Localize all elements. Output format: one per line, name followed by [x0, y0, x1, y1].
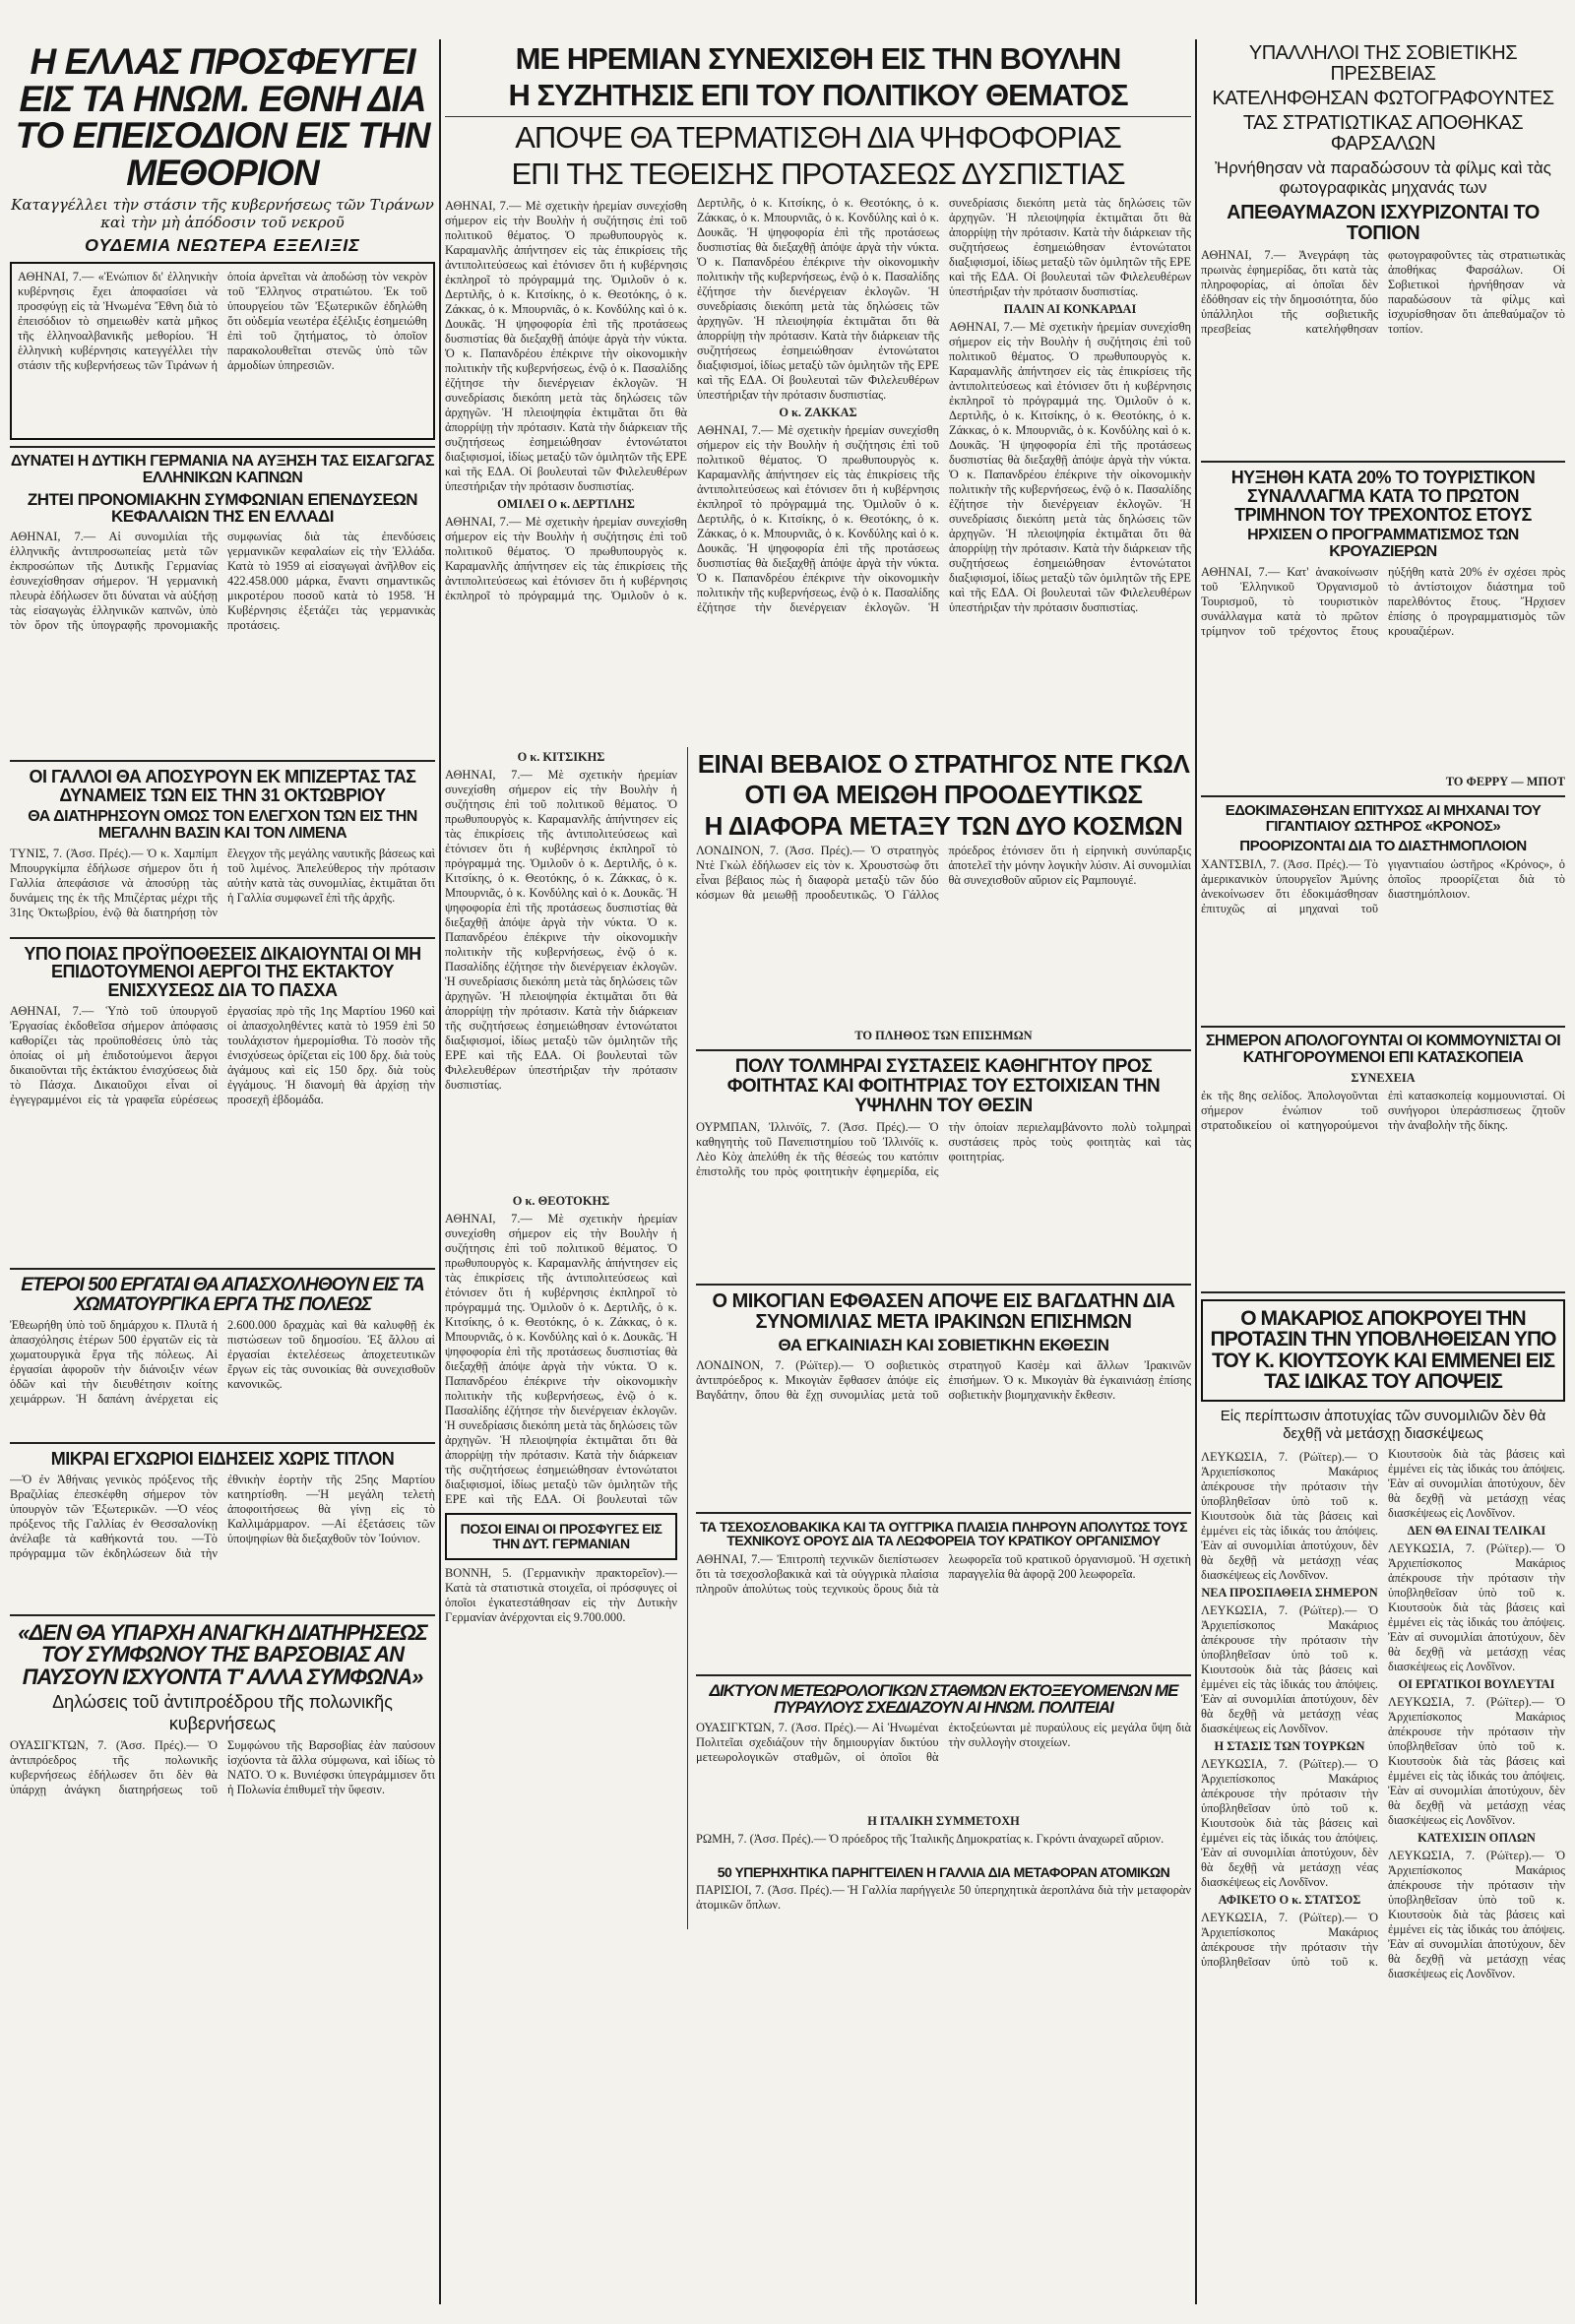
body-germany-tobacco: ΑΘΗΝΑΙ, 7.— Αἱ συνομιλίαι τῆς ἑλληνικῆς ἀντιπροσωπείας μετὰ τῶν ἐκπροσώπων τῆς Δυτικῆς Γερμανίας ἐσυνεχίσθησαν σήμερον. Ἡ γερμανικὴ πλευρὰ ἐδήλωσεν ὅτι δύναται νὰ αὐξήσῃ τὰς εἰσαγωγὰς ἑλληνικῶν καπνῶν, ὑπὸ τὸν ὅρον τῆς ὑπογραφῆς προνομιακῆς συμφωνίας διὰ τὰς ἐπενδύσεις γερμανικῶν κεφαλαίων εἰς τὴν Ἑλλάδα. Κατὰ τὸ 1959 αἱ εἰσαγωγαὶ ἀνῆλθον εἰς 422.458.000 μάρκα, ἔναντι σημαντικῶς μικροτέρου ποσοῦ κατὰ τὸ 1958. Ἡ Κυβέρνησις ἐξετάζει τὰς γερμανικὰς προτάσεις.: [10, 530, 435, 633]
body-makarios-columns: [1201, 1447, 1565, 2308]
body-bizerte: ΤΥΝΙΣ, 7. (Ἀσσ. Πρές).— Ὁ κ. Χαμπίμπ Μπουργκίμπα ἐδήλωσε σήμερον ὅτι ἡ Γαλλία ἀπεφάσισε νὰ ἀποσύρῃ τὰς δυνάμεις της ἐκ τῆς Μπιζέρτας μέχρι τῆς 31ης Ὀκτωβρίου, ἐνῷ θὰ διατηρήσῃ τὸν ἔλεγχον τῆς μεγάλης ναυτικῆς βάσεως καὶ τοῦ λιμένος. Ἀπελεύθερος τὴν πρότασιν αὐτὴν κατὰ τὰς συνομιλίας, ἐκτιμᾶται ὅτι ἡ Γαλλία συμφωνεῖ ἐπὶ τῆς ἀρχῆς.: [10, 846, 435, 919]
body-kronos: ΧΑΝΤΣΒΙΛ, 7. (Ἀσσ. Πρές).— Τὸ ἀμερικανικὸν ὑπουργεῖον Ἀμύνης ἀνεκοίνωσεν ὅτι ἐδοκιμάσθησαν ἐπιτυχῶς αἱ μηχαναὶ τοῦ γιγαντιαίου ὠστῆρος «Κρόνος», ὁ ὁποῖος προορίζεται διὰ τὸ διαστημόπλοιον.: [1201, 857, 1565, 916]
headline-communists: ΣΗΜΕΡΟΝ ΑΠΟΛΟΓΟΥΝΤΑΙ ΟΙ ΚΟΜΜΟΥΝΙΣΤΑΙ ΟΙ ΚΑΤΗΓΟΡΟΥΜΕΝΟΙ ΕΠΙ ΚΑΤΑΣΚΟΠΕΙΑ: [1205, 1033, 1561, 1067]
body-atomic: ΠΑΡΙΣΙΟΙ, 7. (Ἀσσ. Πρές).— Ἡ Γαλλία παρήγγειλε 50 ὑπερηχητικὰ ἀεροπλάνα διὰ τὴν μεταφορὰν ἀτομικῶν ὅπλων.: [696, 1883, 1191, 1913]
body-makarios: ΛΕΥΚΩΣΙΑ, 7. (Ρώϊτερ).— Ὁ Ἀρχιεπίσκοπος Μακάριος ἀπέκρουσε τὴν πρότασιν τὴν ὑποβληθεῖσαν ὑπὸ τοῦ κ. Κιουτσοὺκ διὰ τὰς βάσεις καὶ ἐμμένει εἰς τὰς ἰδικάς του ἀπόψεις. Ἐὰν αἱ συνομιλίαι ἀποτύχουν, δὲν θὰ δεχθῇ νὰ μετάσχῃ νέας διασκέψεως εἰς Λονδῖνον.: [1388, 1848, 1565, 1980]
subhead-soviet: Ἠρνήθησαν νὰ παραδώσουν τὰ φίλμς καὶ τὰς φωτογραφικὰς μηχανάς των: [1215, 158, 1551, 198]
body-makarios: ΛΕΥΚΩΣΙΑ, 7. (Ρώϊτερ).— Ὁ Ἀρχιεπίσκοπος Μακάριος ἀπέκρουσε τὴν πρότασιν τὴν ὑποβληθεῖσαν ὑπὸ τοῦ κ. Κιουτσοὺκ διὰ τὰς βάσεις καὶ ἐμμένει εἰς τὰς ἰδικάς του ἀπόψεις. Ἐὰν αἱ συνομιλίαι ἀποτύχουν, δὲν θὰ δεχθῇ νὰ μετάσχῃ νέας διασκέψεως εἰς Λονδῖνον.: [1388, 1694, 1565, 1827]
article-kronos: [1201, 803, 1565, 1020]
body-parliament-columns: [445, 196, 1191, 747]
article-makarios: [1201, 1299, 1565, 2308]
article-parliament: [445, 43, 1191, 747]
article-unemployed: [10, 945, 435, 1263]
body-frame: [10, 262, 435, 440]
body-degaulle: ΛΟΝΔΙΝΟΝ, 7. (Ἀσσ. Πρές).— Ὁ στρατηγὸς Ντὲ Γκὼλ ἐδήλωσεν εἰς τὸν κ. Χρουστσὼφ ὅτι εἶναι βέβαιος πὼς ἡ διαφορὰ μεταξὺ τῶν δύο κόσμων θὰ μειωθῇ προοδευτικῶς. Ὁ Γάλλος πρόεδρος ἐτόνισεν ὅτι ἡ εἰρηνικὴ συνύπαρξις ἀποτελεῖ τὴν μόνην λογικὴν λύσιν. Αἱ συνομιλίαι θὰ συνεχισθοῦν αὔριον εἰς Ραμπουγιέ.: [696, 844, 1191, 903]
headline-briefs: ΜΙΚΡΑΙ ΕΓΧΩΡΙΟΙ ΕΙΔΗΣΕΙΣ ΧΩΡΙΣ ΤΙΤΛΟΝ: [50, 1449, 395, 1470]
article-briefs: [10, 1450, 435, 1608]
divider: [1201, 461, 1565, 463]
body-parliament: ΑΘΗΝΑΙ, 7.— Μὲ σχετικὴν ἠρεμίαν συνεχίσθη σήμερον εἰς τὴν Βουλὴν ἡ συζήτησις ἐπὶ τοῦ πολιτικοῦ θέματος. Ὁ πρωθυπουργὸς κ. Καραμανλῆς ἀπήντησεν εἰς τὰς ἐπικρίσεις τῆς ἀντιπολιτεύσεως καὶ ἐτόνισεν ὅτι ἡ κυβέρνησις ἐκπληροῖ τὸ πρόγραμμά της. Ὁμιλοῦν ὁ κ. Δερτιλῆς, ὁ κ. Κιτσίκης, ὁ κ. Θεοτόκης, ὁ κ. Ζάκκας, ὁ κ. Μπουρνιᾶς, ὁ κ. Κονδύλης καὶ ὁ κ. Δουκᾶς. Ἡ ψηφοφορία ἐπὶ τῆς προτάσεως δυσπιστίας θὰ διεξαχθῇ ἀπόψε ἀργὰ τὴν νύκτα. Ὁ κ. Παπανδρέου ἐπέκρινε τὴν οἰκονομικὴν πολιτικὴν τῆς κυβερνήσεως, ἐνῷ ὁ κ. Πασαλίδης ἐζήτησε τὴν διενέργειαν ἐκλογῶν. Ἡ συνεδρίασις διεκόπη μετὰ τὰς δηλώσεις τῶν ἀρχηγῶν. Ἡ πλειοψηφία ἐκτιμᾶται ὅτι θὰ ἀπορρίψῃ τὴν πρότασιν. Κατὰ τὴν διάρκειαν τῆς συζητήσεως ἐσημειώθησαν ἐντονώτατοι διαξιφισμοί, ἰδίως μεταξὺ τῶν ὁμιλητῶν τῆς ΕΡΕ καὶ τῆς ΕΔΑ. Οἱ βουλευταὶ τῶν Φιλελευθέρων ὑπεστήριξαν τὴν πρότασιν δυσπιστίας.: [697, 196, 1191, 615]
left-column: [10, 39, 435, 2308]
divider: [696, 1049, 1191, 1051]
article-chassis: [696, 1520, 1191, 1668]
article-professor: [696, 1057, 1191, 1278]
section-heading: ΝΕΑ ΠΡΟΣΠΑΘΕΙΑ ΣΗΜΕΡΟΝ: [1201, 1585, 1378, 1600]
makarios-frame: [1201, 1299, 1565, 1402]
headline-parliament-3: ΑΠΟΨΕ ΘΑ ΤΕΡΜΑΤΙΣΘΗ ΔΙΑ ΨΗΦΟΦΟΡΙΑΣ: [515, 120, 1121, 156]
headline-warsaw: «ΔΕΝ ΘΑ ΥΠΑΡΧΗ ΑΝΑΓΚΗ ΔΙΑΤΗΡΗΣΕΩΣ ΤΟΥ ΣΥΜΦΩΝΟΥ ΤΗΣ ΒΑΡΣΟΒΙΑΣ ΑΝ ΠΑΥΣΟΥΝ ΙΣΧΥΟΝΤΑ Τ' ΑΛΛΑ ΣΥΜΦΩΝΑ»: [18, 1619, 427, 1689]
headline-degaulle-2: ΟΤΙ ΘΑ ΜΕΙΩΘΗ ΠΡΟΟΔΕΥΤΙΚΩΣ: [744, 780, 1143, 810]
headline-tourism: ΗΥΞΗΘΗ ΚΑΤΑ 20% ΤΟ ΤΟΥΡΙΣΤΙΚΟΝ ΣΥΝΑΛΛΑΓΜΑ ΚΑΤΑ ΤΟ ΠΡΩΤΟΝ ΤΡΙΜΗΝΟΝ ΤΟΥ ΤΡΕΧΟΝΤΟΣ ΕΤΟΥΣ: [1230, 467, 1536, 525]
divider: [696, 1674, 1191, 1676]
column-rule: [1195, 39, 1197, 2304]
divider: [696, 1284, 1191, 1286]
body-communists: ἐκ τῆς 8ης σελίδος. Ἀπολογοῦνται σήμερον ἐνώπιον τοῦ στρατοδικείου οἱ κατηγορούμενοι ἐπὶ κατασκοπείᾳ κομμουνισταί. Οἱ συνήγοροι ὑπεράσπισεως ζητοῦν τὴν ἀναβολὴν τῆς δίκης.: [1201, 1088, 1565, 1132]
headline-meteo: ΔΙΚΤΥΟΝ ΜΕΤΕΩΡΟΛΟΓΙΚΩΝ ΣΤΑΘΜΩΝ ΕΚΤΟΞΕΥΟΜΕΝΩΝ ΜΕ ΠΥΡΑΥΛΟΥΣ ΣΧΕΔΙΑΖΟΥΝ ΑΙ ΗΝΩΜ. ΠΟΛΙΤΕΙΑΙ: [709, 1681, 1178, 1718]
body-chassis: ΑΘΗΝΑΙ, 7.— Ἐπιτροπὴ τεχνικῶν διεπίστωσεν ὅτι τὰ τσεχοσλοβακικὰ καὶ τὰ οὑγγρικὰ πλαίσια πληροῦν ἀπολύτως τοὺς τεχνικοὺς ὅρους διὰ τὰ λεωφορεῖα τοῦ κρατικοῦ ὀργανισμοῦ. Ἡ σχετικὴ παραγγελία θὰ ἀφορᾷ 200 λεωφορεῖα.: [696, 1552, 1191, 1597]
body-workers: Ἐθεωρήθη ὑπὸ τοῦ δημάρχου κ. Πλυτᾶ ἡ ἀπασχόλησις ἑτέρων 500 ἐργατῶν εἰς τὰ χωματουργικὰ ἔργα τῆς πόλεως. Αἱ ἐργασίαι ἀφοροῦν τὴν διάνοιξιν νέων ὁδῶν καὶ τὴν διευθέτησιν κοίτης χειμάρρων. Ἡ δαπάνη ἀνέρχεται εἰς 2.600.000 δραχμὰς καὶ θὰ καλυφθῇ ἐκ πιστώσεων τοῦ δημοσίου. Ἐξ ἄλλου αἱ ἐργασίαι ἐκτελέσεως ἀποχετευτικῶν ἔργων εἰς τὰς συνοικίας θὰ συνεχισθοῦν κανονικῶς.: [10, 1318, 435, 1407]
deck-germany-tobacco: ΖΗΤΕΙ ΠΡΟΝΟΜΙΑΚΗΝ ΣΥΜΦΩΝΙΑΝ ΕΠΕΝΔΥΣΕΩΝ ΚΕΦΑΛΑΙΩΝ ΤΗΣ ΕΝ ΕΛΛΑΔΙ: [27, 489, 418, 527]
body-briefs: —Ὁ ἐν Ἀθήναις γενικὸς πρόξενος τῆς Βραζιλίας ἐπεσκέφθη σήμερον τὸν ὑπουργὸν τῶν Ἐξωτερικῶν. —Ὁ νέος πρόξενος τῆς Γαλλίας ἐν Θεσσαλονίκῃ ἀνέλαβε τὰ καθήκοντά του. —Τὸ πρόγραμμα τῶν ἐκδηλώσεων διὰ τὴν ἐθνικὴν ἑορτὴν τῆς 25ης Μαρτίου κατηρτίσθη. —Ἡ μεγάλη τελετὴ ἀποφοιτήσεως θὰ γίνῃ εἰς τὸ Καλλιμάρμαρον. —Αἱ ἐξετάσεις τῶν ὑποψηφίων θὰ διεξαχθοῦν τὸν Ἰούνιον.: [10, 1472, 435, 1560]
body-parliament: ΑΘΗΝΑΙ, 7.— Μὲ σχετικὴν ἠρεμίαν συνεχίσθη σήμερον εἰς τὴν Βουλὴν ἡ συζήτησις ἐπὶ τοῦ πολιτικοῦ θέματος. Ὁ πρωθυπουργὸς κ. Καραμανλῆς ἀπήντησεν εἰς τὰς ἐπικρίσεις τῆς ἀντιπολιτεύσεως καὶ ἐτόνισεν ὅτι ἡ κυβέρνησις ἐκπληροῖ τὸ πρόγραμμά της. Ὁμιλοῦν ὁ κ. Δερτιλῆς, ὁ κ. Κιτσίκης, ὁ κ. Θεοτόκης, ὁ κ. Ζάκκας, ὁ κ. Μπουρνιᾶς, ὁ κ. Κονδύλης καὶ ὁ κ. Δουκᾶς. Ἡ ψηφοφορία ἐπὶ τῆς προτάσεως δυσπιστίας θὰ διεξαχθῇ ἀπόψε ἀργὰ τὴν νύκτα. Ὁ κ. Παπανδρέου ἐπέκρινε τὴν οἰκονομικὴν πολιτικὴν τῆς κυβερνήσεως, ἐνῷ ὁ κ. Πασαλίδης ἐζήτησε τὴν διενέργειαν ἐκλογῶν. Ἡ συνεδρίασις διεκόπη μετὰ τὰς δηλώσεις τῶν ἀρχηγῶν. Ἡ πλειοψηφία ἐκτιμᾶται ὅτι θὰ ἀπορρίψῃ τὴν πρότασιν. Κατὰ τὴν διάρκειαν τῆς συζητήσεως ἐσημειώθησαν ἐντονώτατοι διαξιφισμοί, ἰδίως μεταξὺ τῶν ὁμιλητῶν τῆς ΕΡΕ καὶ τῆς ΕΔΑ. Οἱ βουλευταὶ τῶν Φιλελευθέρων ὑπεστήριξαν τὴν πρότασιν δυσπιστίας.: [445, 768, 677, 1093]
subhead-greece-un: Καταγγέλλει τὴν στάσιν τῆς κυβερνήσεως τῶν Τιράνων καὶ τὴν μὴ ἀπόδοσιν τοῦ νεκροῦ: [11, 195, 434, 231]
article-warsaw: [10, 1619, 435, 1867]
divider: [10, 1614, 435, 1616]
continuation-label: ΣΥΝΕΧΕΙΑ: [1351, 1070, 1416, 1085]
headline-parliament-2: Η ΣΥΖΗΤΗΣΙΣ ΕΠΙ ΤΟΥ ΠΟΛΙΤΙΚΟΥ ΘΕΜΑΤΟΣ: [508, 77, 1128, 112]
article-germany-tobacco: [10, 454, 435, 754]
divider: [10, 446, 435, 448]
divider: [1201, 1291, 1565, 1293]
body-makarios: ΛΕΥΚΩΣΙΑ, 7. (Ρώϊτερ).— Ὁ Ἀρχιεπίσκοπος Μακάριος ἀπέκρουσε τὴν πρότασιν τὴν ὑποβληθεῖσαν ὑπὸ τοῦ κ. Κιουτσοὺκ διὰ τὰς βάσεις καὶ ἐμμένει εἰς τὰς ἰδικάς του ἀπόψεις. Ἐὰν αἱ συνομιλίαι ἀποτύχουν, δὲν θὰ δεχθῇ νὰ μετάσχῃ νέας διασκέψεως εἰς Λονδῖνον.: [1388, 1540, 1565, 1673]
deck-tourism: ΗΡΧΙΣΕΝ Ο ΠΡΟΓΡΑΜΜΑΤΙΣΜΟΣ ΤΩΝ ΚΡΟΥΑΖΙΕΡΩΝ: [1247, 527, 1519, 561]
parliament-continuation: [445, 747, 677, 1929]
divider: [1201, 795, 1565, 797]
body-warsaw: ΟΥΑΣΙΓΚΤΩΝ, 7. (Ἀσσ. Πρές).— Ὁ ἀντιπρόεδρος τῆς πολωνικῆς κυβερνήσεως ἐδήλωσεν ὅτι δὲν θὰ ὑπάρχῃ ἀνάγκη διατηρήσεως τοῦ Συμφώνου τῆς Βαρσοβίας ἐὰν παύσουν ἰσχύοντα τὰ ἄλλα σύμφωνα, καὶ ἰδίως τὸ ΝΑΤΟ. Ὁ κ. Βυνιέφσκι ὑπεγράμμισεν ὅτι ἡ Πολωνία ἐπιθυμεῖ τὴν ὕφεσιν.: [10, 1738, 435, 1797]
body-meteo: ΟΥΑΣΙΓΚΤΩΝ, 7. (Ἀσσ. Πρές).— Αἱ Ἡνωμέναι Πολιτεῖαι σχεδιάζουν τὴν δημιουργίαν δικτύου μετεωρολογικῶν σταθμῶν, οἱ ὁποῖοι θὰ ἐκτοξεύωνται μὲ πυραύλους εἰς μεγάλα ὕψη διὰ τὴν συλλογὴν στοιχείων.: [696, 1720, 1191, 1764]
body-refugees: ΒΟΝΝΗ, 5. (Γερμανικὴν πρακτορεῖον).— Κατὰ τὰ στατιστικὰ στοιχεῖα, οἱ πρόσφυγες οἱ ὁποῖοι ἐγκατεστάθησαν εἰς τὴν Δυτικὴν Γερμανίαν ἀνέρχονται εἰς 9.700.000.: [445, 1565, 677, 1624]
speaker-heading: Ο κ. ΖΑΚΚΑΣ: [779, 406, 857, 420]
headline-soviet-2: ΚΑΤΕΛΗΦΘΗΣΑΝ ΦΩΤΟΓΡΑΦΟΥΝΤΕΣ: [1212, 88, 1554, 109]
headline-degaulle-1: ΕΙΝΑΙ ΒΕΒΑΙΟΣ Ο ΣΤΡΑΤΗΓΟΣ ΝΤΕ ΓΚΩΛ: [697, 749, 1190, 780]
article-degaulle: [696, 751, 1191, 1043]
divider: [1201, 1026, 1565, 1028]
headline-mikoyan: Ο ΜΙΚΟΓΙΑΝ ΕΦΘΑΣΕΝ ΑΠΟΨΕ ΕΙΣ ΒΑΓΔΑΤΗΝ ΔΙΑ ΣΥΝΟΜΙΛΙΑΣ ΜΕΤΑ ΙΡΑΚΙΝΩΝ ΕΠΙΣΗΜΩΝ: [712, 1289, 1175, 1333]
article-communists: [1201, 1034, 1565, 1286]
headline-germany-tobacco: ΔΥΝΑΤΕΙ Η ΔΥΤΙΚΗ ΓΕΡΜΑΝΙΑ ΝΑ ΑΥΞΗΣΗ ΤΑΣ ΕΙΣΑΓΩΓΑΣ ΕΛΛΗΝΙΚΩΝ ΚΑΠΝΩΝ: [10, 452, 435, 486]
body-makarios: ΛΕΥΚΩΣΙΑ, 7. (Ρώϊτερ).— Ὁ Ἀρχιεπίσκοπος Μακάριος ἀπέκρουσε τὴν πρότασιν τὴν ὑποβληθεῖσαν ὑπὸ τοῦ κ. Κιουτσοὺκ διὰ τὰς βάσεις καὶ ἐμμένει εἰς τὰς ἰδικάς του ἀπόψεις. Ἐὰν αἱ συνομιλίαι ἀποτύχουν, δὲν θὰ δεχθῇ νὰ μετάσχῃ νέας διασκέψεως εἰς Λονδῖνον.: [1201, 1449, 1378, 1582]
headline-refugees: ΠΟΣΟΙ ΕΙΝΑΙ ΟΙ ΠΡΟΣΦΥΓΕΣ ΕΙΣ ΤΗΝ ΔΥΤ. ΓΕΡΜΑΝΙΑΝ: [460, 1521, 662, 1551]
section-heading: Η ΣΤΑΣΙΣ ΤΩΝ ΤΟΥΡΚΩΝ: [1214, 1738, 1365, 1753]
ferry-heading: ΤΟ ΦΕΡΡΥ — ΜΠΟΤ: [1445, 775, 1565, 789]
center-right-stack: [687, 747, 1191, 1929]
divider: [10, 1268, 435, 1270]
body-parliament: ΑΘΗΝΑΙ, 7.— Μὲ σχετικὴν ἠρεμίαν συνεχίσθη σήμερον εἰς τὴν Βουλὴν ἡ συζήτησις ἐπὶ τοῦ πολιτικοῦ θέματος. Ὁ πρωθυπουργὸς κ. Καραμανλῆς ἀπήντησεν εἰς τὰς ἐπικρίσεις τῆς ἀντιπολιτεύσεως καὶ ἐτόνισεν ὅτι ἡ κυβέρνησις ἐκπληροῖ τὸ πρόγραμμά της. Ὁμιλοῦν ὁ κ. Δερτιλῆς, ὁ κ. Κιτσίκης, ὁ κ. Θεοτόκης, ὁ κ. Ζάκκας, ὁ κ. Μπουρνιᾶς, ὁ κ. Κονδύλης καὶ ὁ κ. Δουκᾶς. Ἡ ψηφοφορία ἐπὶ τῆς προτάσεως δυσπιστίας θὰ διεξαχθῇ ἀπόψε ἀργὰ τὴν νύκτα. Ὁ κ. Παπανδρέου ἐπέκρινε τὴν οἰκονομικὴν πολιτικὴν τῆς κυβερνήσεως, ἐνῷ ὁ κ. Πασαλίδης ἐζήτησε τὴν διενέργειαν ἐκλογῶν. Ἡ συνεδρίασις διεκόπη μετὰ τὰς δηλώσεις τῶν ἀρχηγῶν. Ἡ πλειοψηφία ἐκτιμᾶται ὅτι θὰ ἀπορρίψῃ τὴν πρότασιν. Κατὰ τὴν διάρκειαν τῆς συζητήσεως ἐσημειώθησαν ἐντονώτατοι διαξιφισμοί, ἰδίως μεταξὺ τῶν ὁμιλητῶν τῆς ΕΡΕ καὶ τῆς ΕΔΑ. Οἱ βουλευταὶ τῶν Φιλελευθέρων ὑπεστήριξαν τὴν πρότασιν δυσπιστίας.: [949, 320, 1191, 615]
section-heading: ΟΙ ΕΡΓΑΤΙΚΟΙ ΒΟΥΛΕΥΤΑΙ: [1398, 1676, 1555, 1691]
body-makarios: ΛΕΥΚΩΣΙΑ, 7. (Ρώϊτερ).— Ὁ Ἀρχιεπίσκοπος Μακάριος ἀπέκρουσε τὴν πρότασιν τὴν ὑποβληθεῖσαν ὑπὸ τοῦ κ. Κιουτσοὺκ διὰ τὰς βάσεις καὶ ἐμμένει εἰς τὰς ἰδικάς του ἀπόψεις. Ἐὰν αἱ συνομιλίαι ἀποτύχουν, δὲν θὰ δεχθῇ νὰ μετάσχῃ νέας διασκέψεως εἰς Λονδῖνον.: [1201, 1602, 1378, 1735]
speaker-heading: ΠΑΛΙΝ ΑΙ ΚΟΝΚΑΡΔΑΙ: [1003, 302, 1137, 317]
article-mikoyan: [696, 1291, 1191, 1506]
section-heading: ΚΑΤΕΧΙΣΙΝ ΟΠΛΩΝ: [1418, 1830, 1536, 1845]
body-mikoyan: ΛΟΝΔΙΝΟΝ, 7. (Ρώϊτερ).— Ὁ σοβιετικὸς ἀντιπρόεδρος κ. Μικογιὰν ἔφθασεν ἀπόψε εἰς Βαγδάτην, ὅπου θὰ ἔχῃ συνομιλίας μετὰ τοῦ στρατηγοῦ Κασὲμ καὶ ἄλλων Ἰρακινῶν ἐπισήμων. Ὁ κ. Μικογιὰν θὰ ἐγκαινιάσῃ ἐπίσης σοβιετικὴν βιομηχανικὴν ἔκθεσιν.: [696, 1357, 1191, 1402]
headline-unemployed: ΥΠΟ ΠΟΙΑΣ ΠΡΟΫΠΟΘΕΣΕΙΣ ΔΙΚΑΙΟΥΝΤΑΙ ΟΙ ΜΗ ΕΠΙΔΟΤΟΥΜΕΝΟΙ ΑΕΡΓΟΙ ΤΗΣ ΕΚΤΑΚΤΟΥ ΕΝΙΣΧΥΣΕΩΣ ΔΙΑ ΤΟ ΠΑΣΧΑ: [24, 943, 421, 1001]
body-soviet: ΑΘΗΝΑΙ, 7.— Ἀνεγράφη τὰς πρωινὰς ἐφημερίδας, ὅτι κατὰ τὰς πληροφορίας, αἱ ὁποῖαι δὲν ἐδόθησαν εἰς τὴν δημοσιότητα, δύο ὑπάλληλοι τῆς σοβιετικῆς πρεσβείας κατελήφθησαν φωτογραφοῦντες τὰς στρατιωτικὰς ἀποθήκας Φαρσάλων. Οἱ Σοβιετικοὶ ἠρνήθησαν νὰ παραδώσουν τὰ φίλμς καὶ ἰσχυρίσθησαν ὅτι ἀπεθαύμαζον τὸ τοπίον.: [1201, 247, 1565, 336]
article-soviet-embassy: [1201, 43, 1565, 455]
center-column: [445, 39, 1191, 2308]
headline-parliament-1: ΜΕ ΗΡΕΜΙΑΝ ΣΥΝΕΧΙΣΘΗ ΕΙΣ ΤΗΝ ΒΟΥΛΗΝ: [515, 41, 1121, 76]
headline-soviet-3: ΤΑΣ ΣΤΡΑΤΙΩΤΙΚΑΣ ΑΠΟΘΗΚΑΣ ΦΑΡΣΑΛΩΝ: [1242, 112, 1524, 155]
body-makarios: ΛΕΥΚΩΣΙΑ, 7. (Ρώϊτερ).— Ὁ Ἀρχιεπίσκοπος Μακάριος ἀπέκρουσε τὴν πρότασιν τὴν ὑποβληθεῖσαν ὑπὸ τοῦ κ. Κιουτσοὺκ διὰ τὰς βάσεις καὶ ἐμμένει εἰς τὰς ἰδικάς του ἀπόψεις. Ἐὰν αἱ συνομιλίαι ἀποτύχουν, δὲν θὰ δεχθῇ νὰ μετάσχῃ νέας διασκέψεως εἰς Λονδῖνον.: [1201, 1756, 1378, 1889]
headline-chassis: ΤΑ ΤΣΕΧΟΣΛΟΒΑΚΙΚΑ ΚΑΙ ΤΑ ΟΥΓΓΡΙΚΑ ΠΛΑΙΣΙΑ ΠΛΗΡΟΥΝ ΑΠΟΛΥΤΩΣ ΤΟΥΣ ΤΕΧΝΙΚΟΥΣ ΟΡΟΥΣ ΔΙΑ ΤΑ ΛΕΩΦΟΡΕΙΑ ΤΟΥ ΚΡΑΤΙΚΟΥ ΟΡΓΑΝΙΣΜΟΥ: [699, 1518, 1188, 1549]
speaker-heading: ΤΟ ΠΛΗΘΟΣ ΤΩΝ ΕΠΙΣΗΜΩΝ: [854, 1029, 1033, 1043]
divider: [10, 1442, 435, 1444]
refugees-box: [445, 1513, 677, 1559]
speaker-heading: ΟΜΙΛΕΙ Ο κ. ΔΕΡΤΙΛΗΣ: [497, 497, 635, 512]
headline-workers: ΕΤΕΡΟΙ 500 ΕΡΓΑΤΑΙ ΘΑ ΑΠΑΣΧΟΛΗΘΟΥΝ ΕΙΣ ΤΑ ΧΩΜΑΤΟΥΡΓΙΚΑ ΕΡΓΑ ΤΗΣ ΠΟΛΕΩΣ: [21, 1275, 424, 1315]
body-makarios: ΛΕΥΚΩΣΙΑ, 7. (Ρώϊτερ).— Ὁ Ἀρχιεπίσκοπος Μακάριος ἀπέκρουσε τὴν πρότασιν τὴν ὑποβληθεῖσαν ὑπὸ τοῦ κ. Κιουτσοὺκ διὰ τὰς βάσεις καὶ ἐμμένει εἰς τὰς ἰδικάς του ἀπόψεις. Ἐὰν αἱ συνομιλίαι ἀποτύχουν, δὲν θὰ δεχθῇ νὰ μετάσχῃ νέας διασκέψεως εἰς Λονδῖνον.: [1201, 1446, 1565, 1969]
body-tourism: ΑΘΗΝΑΙ, 7.— Κατ' ἀνακοίνωσιν τοῦ Ἑλληνικοῦ Ὀργανισμοῦ Τουρισμοῦ, τὸ τουριστικὸν συνάλλαγμα κατὰ τὸ πρῶτον τρίμηνον τοῦ τρέχοντος ἔτους ηὐξήθη κατὰ 20% ἐν σχέσει πρὸς τὸ ἀντίστοιχον διάστημα τοῦ παρελθόντος ἔτους. Ἤρχισεν ἐπίσης ὁ προγραμματισμὸς τῶν κρουαζιέρων.: [1201, 565, 1565, 639]
headline-professor: ΠΟΛΥ ΤΟΛΜΗΡΑΙ ΣΥΣΤΑΣΕΙΣ ΚΑΘΗΓΗΤΟΥ ΠΡΟΣ ΦΟΙΤΗΤΑΣ ΚΑΙ ΦΟΙΤΗΤΡΙΑΣ ΤΟΥ ΕΣΤΟΙΧΙΣΑΝ ΤΗΝ ΥΨΗΛΗΝ ΤΟΥ ΘΕΣΙΝ: [726, 1056, 1161, 1116]
article-tourism: [1201, 469, 1565, 789]
divider: [10, 760, 435, 762]
deck-kronos: ΠΡΟΟΡΙΖΟΝΤΑΙ ΔΙΑ ΤΟ ΔΙΑΣΤΗΜΟΠΛΟΙΟΝ: [1239, 837, 1527, 854]
deck-bizerte: ΘΑ ΔΙΑΤΗΡΗΣΟΥΝ ΟΜΩΣ ΤΟΝ ΕΛΕΓΧΟΝ ΤΩΝ ΕΙΣ ΤΗΝ ΜΕΓΑΛΗΝ ΒΑΣΙΝ ΚΑΙ ΤΟΝ ΛΙΜΕΝΑ: [28, 808, 417, 842]
body-greece-un: ΑΘΗΝΑΙ, 7.— «Ἐνώπιον δι' ἐλληνικὴν κυβέρνησις ἔχει ἀποφασίσει νὰ προσφύγῃ εἰς τὰ Ἡνωμένα Ἔθνη διὰ τὸ ἐπεισόδιον τὸ σημειωθὲν κατὰ μῆκος τῆς ἑλληνοαλβανικῆς μεθορίου. Ἡ ἑλληνικὴ κυβέρνησις κατεγγέλλει τὴν στάσιν τῆς κυβερνήσεως τῶν Τιράνων ἡ ὁποία ἀρνεῖται νὰ ἀποδώσῃ τὸν νεκρὸν τοῦ Ἕλληνος στρατιώτου. Ἐκ τοῦ ὑπουργείου τῶν Ἐξωτερικῶν ἐδηλώθη ὅτι οὐδεμία νεωτέρα ἐξέλιξις ἐσημειώθη ἐπὶ τοῦ ζητήματος, τὸ ὁποῖον παρακολουθεῖται στενῶς ὑπὸ τῶν ἁρμοδίων ὑπηρεσιῶν.: [18, 269, 427, 372]
speaker-heading: Ο κ. ΘΕΟΤΟΚΗΣ: [512, 1194, 610, 1209]
divider: [696, 1512, 1191, 1514]
headline-makarios: Ο ΜΑΚΑΡΙΟΣ ΑΠΟΚΡΟΥΕΙ ΤΗΝ ΠΡΟΤΑΣΙΝ ΤΗΝ ΥΠΟΒΛΗΘΕΙΣΑΝ ΥΠΟ ΤΟΥ Κ. ΚΙΟΥΤΣΟΥΚ ΚΑΙ ΕΜΜΕΝΕΙ ΕΙΣ ΤΑΣ ΙΔΙΚΑΣ ΤΟΥ ΑΠΟΨΕΙΣ: [1210, 1306, 1556, 1394]
center-lower-area: [445, 747, 1191, 1929]
headline-bizerte: ΟΙ ΓΑΛΛΟΙ ΘΑ ΑΠΟΣΥΡΟΥΝ ΕΚ ΜΠΙΖΕΡΤΑΣ ΤΑΣ ΔΥΝΑΜΕΙΣ ΤΩΝ ΕΙΣ ΤΗΝ 31 ΟΚΤΩΒΡΙΟΥ: [29, 767, 416, 806]
deck-soviet: ΑΠΕΘΑΥΜΑΖΟΝ ΙΣΧΥΡΙΖΟΝΤΑΙ ΤΟ ΤΟΠΙΟΝ: [1227, 201, 1540, 244]
body-parliament: ΑΘΗΝΑΙ, 7.— Μὲ σχετικὴν ἠρεμίαν συνεχίσθη σήμερον εἰς τὴν Βουλὴν ἡ συζήτησις ἐπὶ τοῦ πολιτικοῦ θέματος. Ὁ πρωθυπουργὸς κ. Καραμανλῆς ἀπήντησεν εἰς τὰς ἐπικρίσεις τῆς ἀντιπολιτεύσεως καὶ ἐτόνισεν ὅτι ἡ κυβέρνησις ἐκπληροῖ τὸ πρόγραμμά της. Ὁμιλοῦν ὁ κ. Δερτιλῆς, ὁ κ. Κιτσίκης, ὁ κ. Θεοτόκης, ὁ κ. Ζάκκας, ὁ κ. Μπουρνιᾶς, ὁ κ. Κονδύλης καὶ ὁ κ. Δουκᾶς. Ἡ ψηφοφορία ἐπὶ τῆς προτάσεως δυσπιστίας θὰ διεξαχθῇ ἀπόψε ἀργὰ τὴν νύκτα. Ὁ κ. Παπανδρέου ἐπέκρινε τὴν οἰκονομικὴν πολιτικὴν τῆς κυβερνήσεως, ἐνῷ ὁ κ. Πασαλίδης ἐζήτησε τὴν διενέργειαν ἐκλογῶν. Ἡ συνεδρίασις διεκόπη μετὰ τὰς δηλώσεις τῶν ἀρχηγῶν. Ἡ πλειοψηφία ἐκτιμᾶται ὅτι θὰ ἀπορρίψῃ τὴν πρότασιν. Κατὰ τὴν διάρκειαν τῆς συζητήσεως ἐσημειώθησαν ἐντονώτατοι διαξιφισμοί, ἰδίως μεταξὺ τῶν ὁμιλητῶν τῆς ΕΡΕ καὶ τῆς ΕΔΑ. Οἱ βουλευταὶ τῶν: [445, 1212, 677, 1507]
body-parliament: ΑΘΗΝΑΙ, 7.— Μὲ σχετικὴν ἠρεμίαν συνεχίσθη σήμερον εἰς τὴν Βουλὴν ἡ συζήτησις ἐπὶ τοῦ πολιτικοῦ θέματος. Ὁ πρωθυπουργὸς κ. Καραμανλῆς ἀπήντησεν εἰς τὰς ἐπικρίσεις τῆς ἀντιπολιτεύσεως καὶ ἐτόνισεν ὅτι ἡ κυβέρνησις ἐκπληροῖ τὸ πρόγραμμά της. Ὁμιλοῦν ὁ κ. Δερτιλῆς, ὁ κ. Κιτσίκης, ὁ κ. Θεοτόκης, ὁ κ. Ζάκκας, ὁ κ. Μπουρνιᾶς, ὁ κ. Κονδύλης καὶ ὁ κ. Δουκᾶς. Ἡ ψηφοφορία ἐπὶ τῆς προτάσεως δυσπιστίας θὰ διεξαχθῇ ἀπόψε ἀργὰ τὴν νύκτα. Ὁ κ. Παπανδρέου ἐπέκρινε τὴν οἰκονομικὴν πολιτικὴν τῆς κυβερνήσεως, ἐνῷ ὁ κ. Πασαλίδης ἐζήτησε τὴν διενέργειαν ἐκλογῶν. Ἡ συνεδρίασις διεκόπη μετὰ τὰς δηλώσεις τῶν ἀρχηγῶν. Ἡ πλειοψηφία ἐκτιμᾶται ὅτι θὰ ἀπορρίψῃ τὴν πρότασιν. Κατὰ τὴν διάρκειαν τῆς συζητήσεως ἐσημειώθησαν ἐντονώτατοι διαξιφισμοί, ἰδίως μεταξὺ τῶν ὁμιλητῶν τῆς ΕΡΕ καὶ τῆς ΕΔΑ. Οἱ βουλευταὶ τῶν Φιλελευθέρων ὑπεστήριξαν τὴν πρότασιν δυσπιστίας.: [445, 196, 939, 603]
right-column: [1201, 39, 1565, 2308]
body-italy: ΡΩΜΗ, 7. (Ἀσσ. Πρές).— Ὁ πρόεδρος τῆς Ἰταλικῆς Δημοκρατίας κ. Γκρόντι ἀναχωρεῖ αὔριον.: [696, 1831, 1165, 1846]
headline-greece-un: Η ΕΛΛΑΣ ΠΡΟΣΦΕΥΓΕΙ ΕΙΣ ΤΑ ΗΝΩΜ. ΕΘΝΗ ΔΙΑ ΤΟ ΕΠΕΙΣΟΔΙΟΝ ΕΙΣ ΤΗΝ ΜΕΘΟΡΙΟΝ: [15, 41, 430, 194]
divider: [10, 937, 435, 939]
subhead-makarios: Εἰς περίπτωσιν ἀποτυχίας τῶν συνομιλιῶν δὲν θὰ δεχθῇ νὰ μετάσχῃ διασκέψεως: [1220, 1407, 1546, 1442]
headline-atomic: 50 ΥΠΕΡΗΧΗΤΙΚΑ ΠΑΡΗΓΓΕΙΛΕΝ Η ΓΑΛΛΙΑ ΔΙΑ ΜΕΤΑΦΟΡΑΝ ΑΤΟΜΙΚΩΝ: [717, 1863, 1170, 1880]
headline-degaulle-3: Η ΔΙΑΦΟΡΑ ΜΕΤΑΞΥ ΤΩΝ ΔΥΟ ΚΟΣΜΩΝ: [704, 810, 1183, 841]
article-meteo: [696, 1682, 1191, 1926]
deck-mikoyan: ΘΑ ΕΓΚΑΙΝΙΑΣΗ ΚΑΙ ΣΟΒΙΕΤΙΚΗΝ ΕΚΘΕΣΙΝ: [778, 1335, 1109, 1354]
headline-soviet-1: ΥΠΑΛΛΗΛΟΙ ΤΗΣ ΣΟΒΙΕΤΙΚΗΣ ΠΡΕΣΒΕΙΑΣ: [1248, 42, 1518, 85]
divider: [445, 116, 1191, 117]
headline-kronos: ΕΔΟΚΙΜΑΣΘΗΣΑΝ ΕΠΙΤΥΧΩΣ ΑΙ ΜΗΧΑΝΑΙ ΤΟΥ ΓΙΓΑΝΤΙΑΙΟΥ ΩΣΤΗΡΟΣ «ΚΡΟΝΟΣ»: [1225, 802, 1542, 835]
section-heading: ΑΦΙΚΕΤΟ Ο κ. ΣΤΑΤΣΟΣ: [1218, 1892, 1361, 1907]
article-workers: [10, 1276, 435, 1436]
section-heading: ΔΕΝ ΘΑ ΕΙΝΑΙ ΤΕΛΙΚΑΙ: [1407, 1523, 1546, 1538]
column-rule: [439, 39, 441, 2304]
deck-greece-un: ΟΥΔΕΜΙΑ ΝΕΩΤΕΡΑ ΕΞΕΛΙΞΙΣ: [85, 234, 360, 255]
speaker-heading: Ο κ. ΚΙΤΣΙΚΗΣ: [517, 750, 605, 765]
body-unemployed: ΑΘΗΝΑΙ, 7.— Ὑπὸ τοῦ ὑπουργοῦ Ἐργασίας ἐκδοθεῖσα σήμερον ἀπόφασις καθορίζει τὰς προϋποθέσεις ὑπὸ τὰς ὁποίας οἱ μὴ ἐπιδοτούμενοι ἄεργοι δικαιοῦνται τῆς ἐκτάκτου ἐνισχύσεως διὰ τὸ Πάσχα. Δικαιοῦχοι εἶναι οἱ ἐγγεγραμμένοι εἰς τὰ γραφεῖα εὑρέσεως ἐργασίας πρὸ τῆς 1ης Μαρτίου 1960 καὶ οἱ ἀπασχοληθέντες κατὰ τὸ 1959 ἐπὶ 50 τουλάχιστον ἡμερομίσθια. Τὸ ποσὸν τῆς ἐνισχύσεως ὁρίζεται εἰς 100 δρχ. διὰ τοὺς ἀγάμους καὶ εἰς 150 δρχ. διὰ τοὺς ἐγγάμους. Ἡ διανομὴ θὰ ἀρχίσῃ τὴν προσεχῆ ἑβδομάδα.: [10, 1004, 435, 1107]
article-bizerte: [10, 768, 435, 930]
subhead-warsaw: Δηλώσεις τοῦ ἀντιπροέδρου τῆς πολωνικῆς κυβερνήσεως: [52, 1692, 393, 1733]
article-greece-un: [10, 43, 435, 440]
headline-italy: Η ΙΤΑΛΙΚΗ ΣΥΜΜΕΤΟΧΗ: [867, 1813, 1020, 1828]
body-professor: ΟΥΡΜΠΑΝ, Ἰλλινόϊς, 7. (Ἀσσ. Πρές).— Ὁ καθηγητὴς τοῦ Πανεπιστημίου τοῦ Ἰλλινόϊς κ. Λὲο Κὸχ ἀπελύθη ἐκ τῆς θέσεώς του κατόπιν ἐπιστολῆς του πρὸς φοιτητικὴν ἐφημερίδα, εἰς τὴν ὁποίαν περιελαμβάνοντο πολὺ τολμηραὶ συστάσεις πρὸς τοὺς φοιτητὰς καὶ τὰς φοιτητρίας.: [696, 1119, 1191, 1178]
body-parliament: ΑΘΗΝΑΙ, 7.— Μὲ σχετικὴν ἠρεμίαν συνεχίσθη σήμερον εἰς τὴν Βουλὴν ἡ συζήτησις ἐπὶ τοῦ πολιτικοῦ θέματος. Ὁ πρωθυπουργὸς κ. Καραμανλῆς ἀπήντησεν εἰς τὰς ἐπικρίσεις τῆς ἀντιπολιτεύσεως καὶ ἐτόνισεν ὅτι ἡ κυβέρνησις ἐκπληροῖ τὸ πρόγραμμά της. Ὁμιλοῦν ὁ κ. Δερτιλῆς, ὁ κ. Κιτσίκης, ὁ κ. Θεοτόκης, ὁ κ. Ζάκκας, ὁ κ. Μπουρνιᾶς, ὁ κ. Κονδύλης καὶ ὁ κ. Δουκᾶς. Ἡ ψηφοφορία ἐπὶ τῆς προτάσεως δυσπιστίας θὰ διεξαχθῇ ἀπόψε ἀργὰ τὴν νύκτα. Ὁ κ. Παπανδρέου ἐπέκρινε τὴν οἰκονομικὴν πολιτικὴν τῆς κυβερνήσεως, ἐνῷ ὁ κ. Πασαλίδης ἐζήτησε τὴν διενέργειαν ἐκλογῶν. Ἡ συνεδρίασις διεκόπη μετὰ τὰς δηλώσεις τῶν ἀρχηγῶν. Ἡ πλειοψηφία ἐκτιμᾶται ὅτι θὰ ἀπορρίψῃ τὴν πρότασιν. Κατὰ τὴν διάρκειαν τῆς συζητήσεως ἐσημειώθησαν ἐντονώτατοι διαξιφισμοί, ἰδίως μεταξὺ τῶν ὁμιλητῶν τῆς ΕΡΕ καὶ τῆς ΕΔΑ. Οἱ βουλευταὶ τῶν Φιλελευθέρων ὑπεστήριξαν τὴν πρότασιν δυσπιστίας.: [445, 199, 687, 494]
headline-parliament-4: ΕΠΙ ΤΗΣ ΤΕΘΕΙΣΗΣ ΠΡΟΤΑΣΕΩΣ ΔΥΣΠΙΣΤΙΑΣ: [511, 156, 1125, 191]
